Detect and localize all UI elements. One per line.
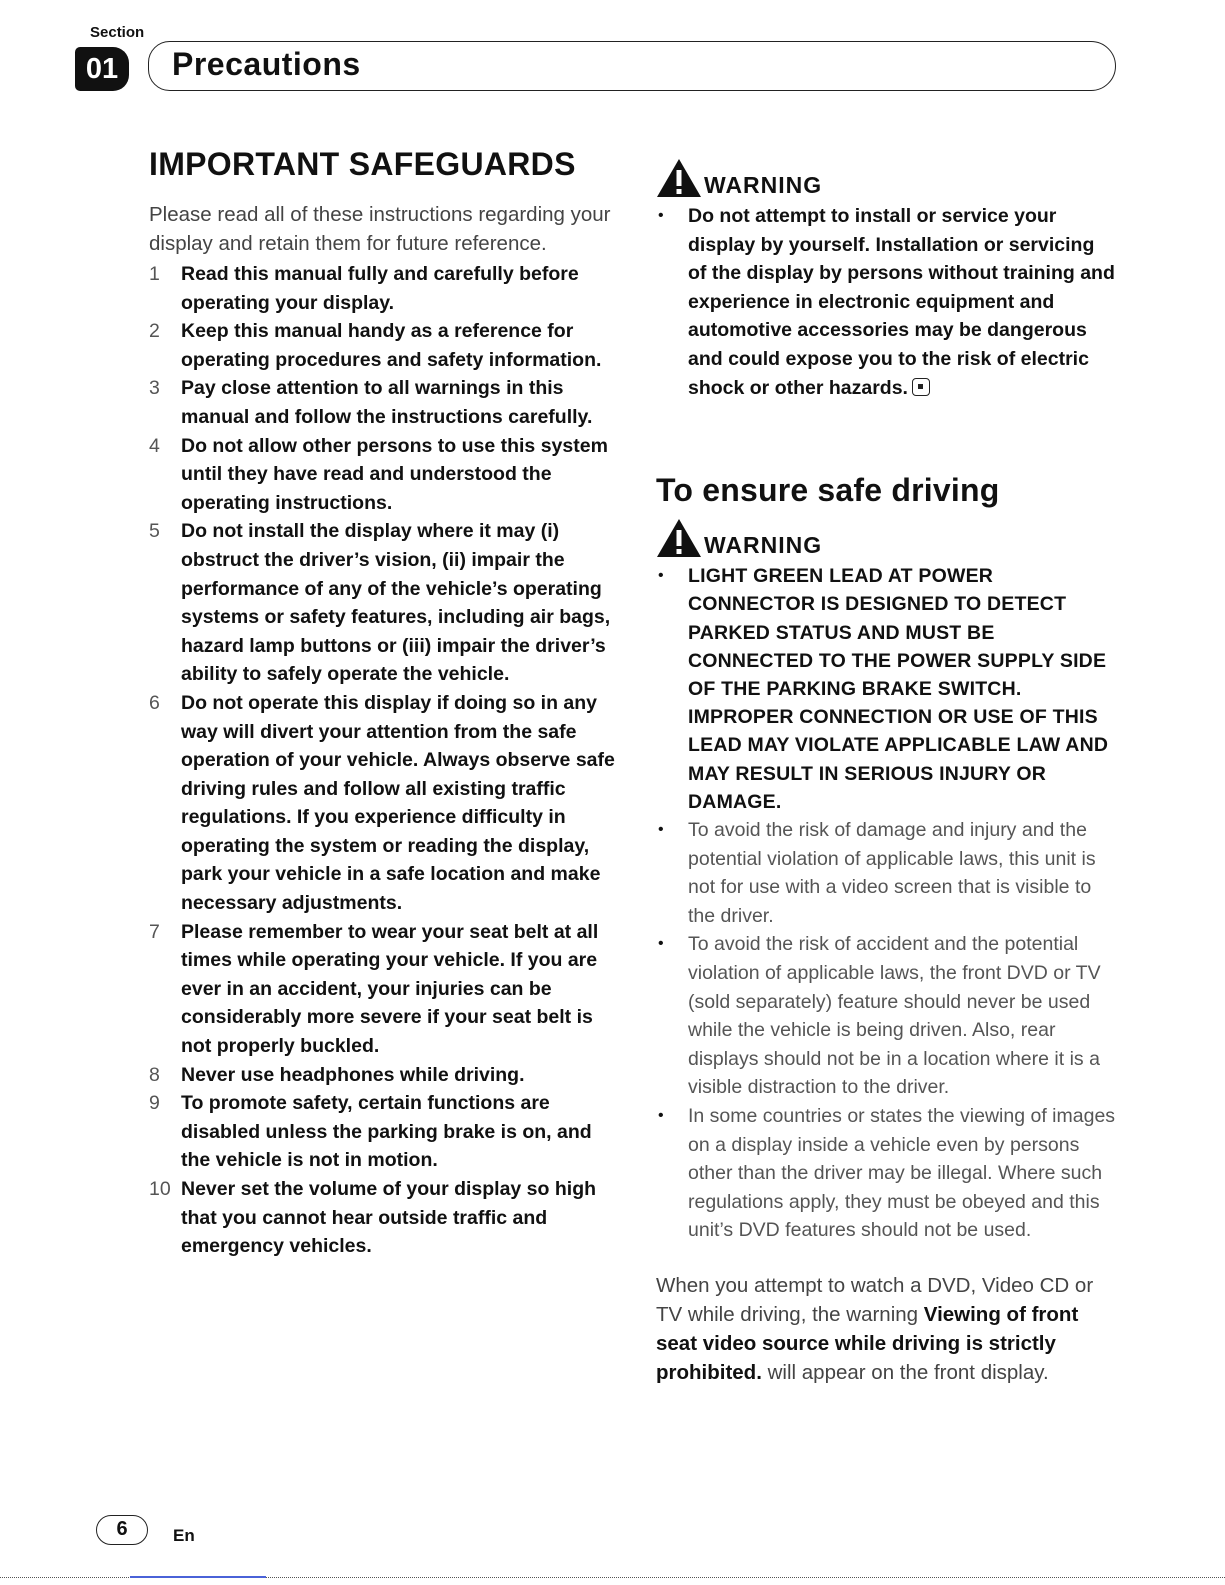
- list-item: [149, 374, 619, 431]
- list-item: [656, 930, 1118, 1102]
- bullet-dot: •: [658, 1106, 664, 1124]
- item-number: 6: [149, 691, 160, 714]
- safe-driving-list: [656, 562, 1118, 1245]
- item-number: 3: [149, 377, 160, 400]
- list-item: [656, 1102, 1118, 1245]
- list-item: [149, 918, 619, 1061]
- closing-text: will appear on the front display.: [761, 1360, 1049, 1384]
- safeguards-intro: Please read all of these instructions regarding your display and retain them for future reference.: [149, 203, 611, 255]
- item-text: Do not operate this display if doing so in any way will divert your attention from the safe operation of your vehicle. Always observe safe driving rules and follow all existing traffic regulations. If you experience difficulty in operating the system or reading the display, park your vehicle in a safe location and make necessary adjustments.: [181, 691, 615, 915]
- warning-icon: [656, 518, 702, 558]
- safeguards-heading: IMPORTANT SAFEGUARDS: [149, 146, 576, 182]
- bullet-dot: •: [658, 207, 664, 224]
- item-number: 2: [149, 320, 160, 343]
- item-text: To promote safety, certain functions are disabled unless the parking brake is on, and the vehicle is not in motion.: [181, 1092, 592, 1172]
- item-text: In some countries or states the viewing of images on a display inside a vehicle even by persons other than the driver may be illegal. Where such regulations apply, they must be obeyed and this unit’s DVD features should not be used.: [688, 1104, 1116, 1242]
- item-text: Do not allow other persons to use this system until they have read and understood the operating instructions.: [181, 434, 608, 514]
- warning-list: [656, 202, 1118, 402]
- right-column: [656, 158, 1118, 1407]
- bottom-link-bar: [130, 1576, 266, 1578]
- item-text: [688, 202, 1118, 402]
- list-item: [149, 317, 619, 374]
- chapter-title: Precautions: [172, 46, 361, 82]
- list-item: [656, 816, 1118, 930]
- item-text: LIGHT GREEN LEAD AT POWER CONNECTOR IS DESIGNED TO DETECT PARKED STATUS AND MUST BE CONNECTED TO THE POWER SUPPLY SIDE OF THE PARKING BRAKE SWITCH. IMPROPER CONNECTION OR USE OF THIS LEAD MAY VIOLATE APPLICABLE LAW AND MAY RESULT IN SERIOUS INJURY OR DAMAGE.: [688, 565, 1109, 813]
- closing-paragraph: [656, 1271, 1118, 1387]
- safeguards-list: [149, 260, 619, 1261]
- bullet-dot: •: [658, 935, 664, 953]
- item-text: To avoid the risk of damage and injury and the potential violation of applicable laws, this unit is not for use with a video screen that is visible to the driver.: [688, 818, 1096, 927]
- list-item: [149, 517, 619, 689]
- item-number: 7: [149, 920, 160, 943]
- language-code: En: [173, 1526, 195, 1545]
- warning-message: Viewing of front seat video source while driving is strictly prohibited.: [656, 1302, 1079, 1384]
- item-text: Please remember to wear your seat belt at all times while operating your vehicle. If you are ever in an accident, your injuries can be considerably more severe if your seat belt is not properly buckled.: [181, 920, 599, 1058]
- item-text: To avoid the risk of accident and the potential violation of applicable laws, the front DVD or TV (sold separately) feature should never be used while the vehicle is being driven. Also, rear displays should not be in a location where it is a visible distraction to the driver.: [688, 933, 1101, 1099]
- item-text: Read this manual fully and carefully before operating your display.: [181, 263, 579, 314]
- item-text: Never set the volume of your display so high that you cannot hear outside traffic and emergency vehicles.: [181, 1178, 597, 1258]
- list-item: [656, 562, 1118, 816]
- warning-heading: [656, 518, 1118, 558]
- item-number: 1: [149, 263, 160, 285]
- item-text: Keep this manual handy as a reference for operating procedures and safety information.: [181, 320, 602, 371]
- item-number: 10: [149, 1178, 171, 1200]
- safe-driving-heading: To ensure safe driving: [656, 472, 1000, 509]
- page-number: 6: [96, 1515, 148, 1545]
- warning-text: Do not attempt to install or service your display by yourself. Installation or servicing of the display by persons without training and experience in electronic equipment and automotive accessories may be dangerous and could expose you to the risk of electric shock or other hazards.: [688, 205, 1115, 399]
- end-mark-icon: [912, 378, 930, 396]
- list-item: [149, 1061, 619, 1090]
- list-item: [656, 202, 1118, 402]
- item-text: Never use headphones while driving.: [181, 1063, 525, 1086]
- section-number-tab: 01: [75, 47, 129, 91]
- bullet-dot: •: [658, 567, 664, 585]
- list-item: [149, 1175, 619, 1261]
- item-number: 4: [149, 434, 160, 457]
- list-item: [149, 689, 619, 918]
- item-number: 9: [149, 1092, 160, 1115]
- warning-label: WARNING: [704, 172, 823, 198]
- closing-text: When you attempt to watch a DVD, Video CD or TV while driving, the warning: [656, 1273, 1094, 1326]
- item-number: 5: [149, 520, 160, 543]
- list-item: [149, 1089, 619, 1175]
- left-column: [149, 142, 619, 1261]
- item-text: Do not install the display where it may (i) obstruct the driver’s vision, (ii) impair the performance of any of the vehicle’s operating systems or safety features, including air bags, hazard lamp buttons or (iii) impair the driver’s ability to safely operate the vehicle.: [181, 520, 611, 686]
- item-text: Pay close attention to all warnings in this manual and follow the instructions carefully.: [181, 377, 593, 428]
- item-number: 8: [149, 1063, 160, 1086]
- warning-icon: [656, 158, 702, 198]
- bullet-dot: •: [658, 820, 664, 838]
- warning-heading: [656, 158, 1118, 198]
- warning-label: WARNING: [704, 532, 823, 559]
- list-item: [149, 432, 619, 518]
- list-item: [149, 260, 619, 317]
- section-label: Section: [90, 24, 145, 41]
